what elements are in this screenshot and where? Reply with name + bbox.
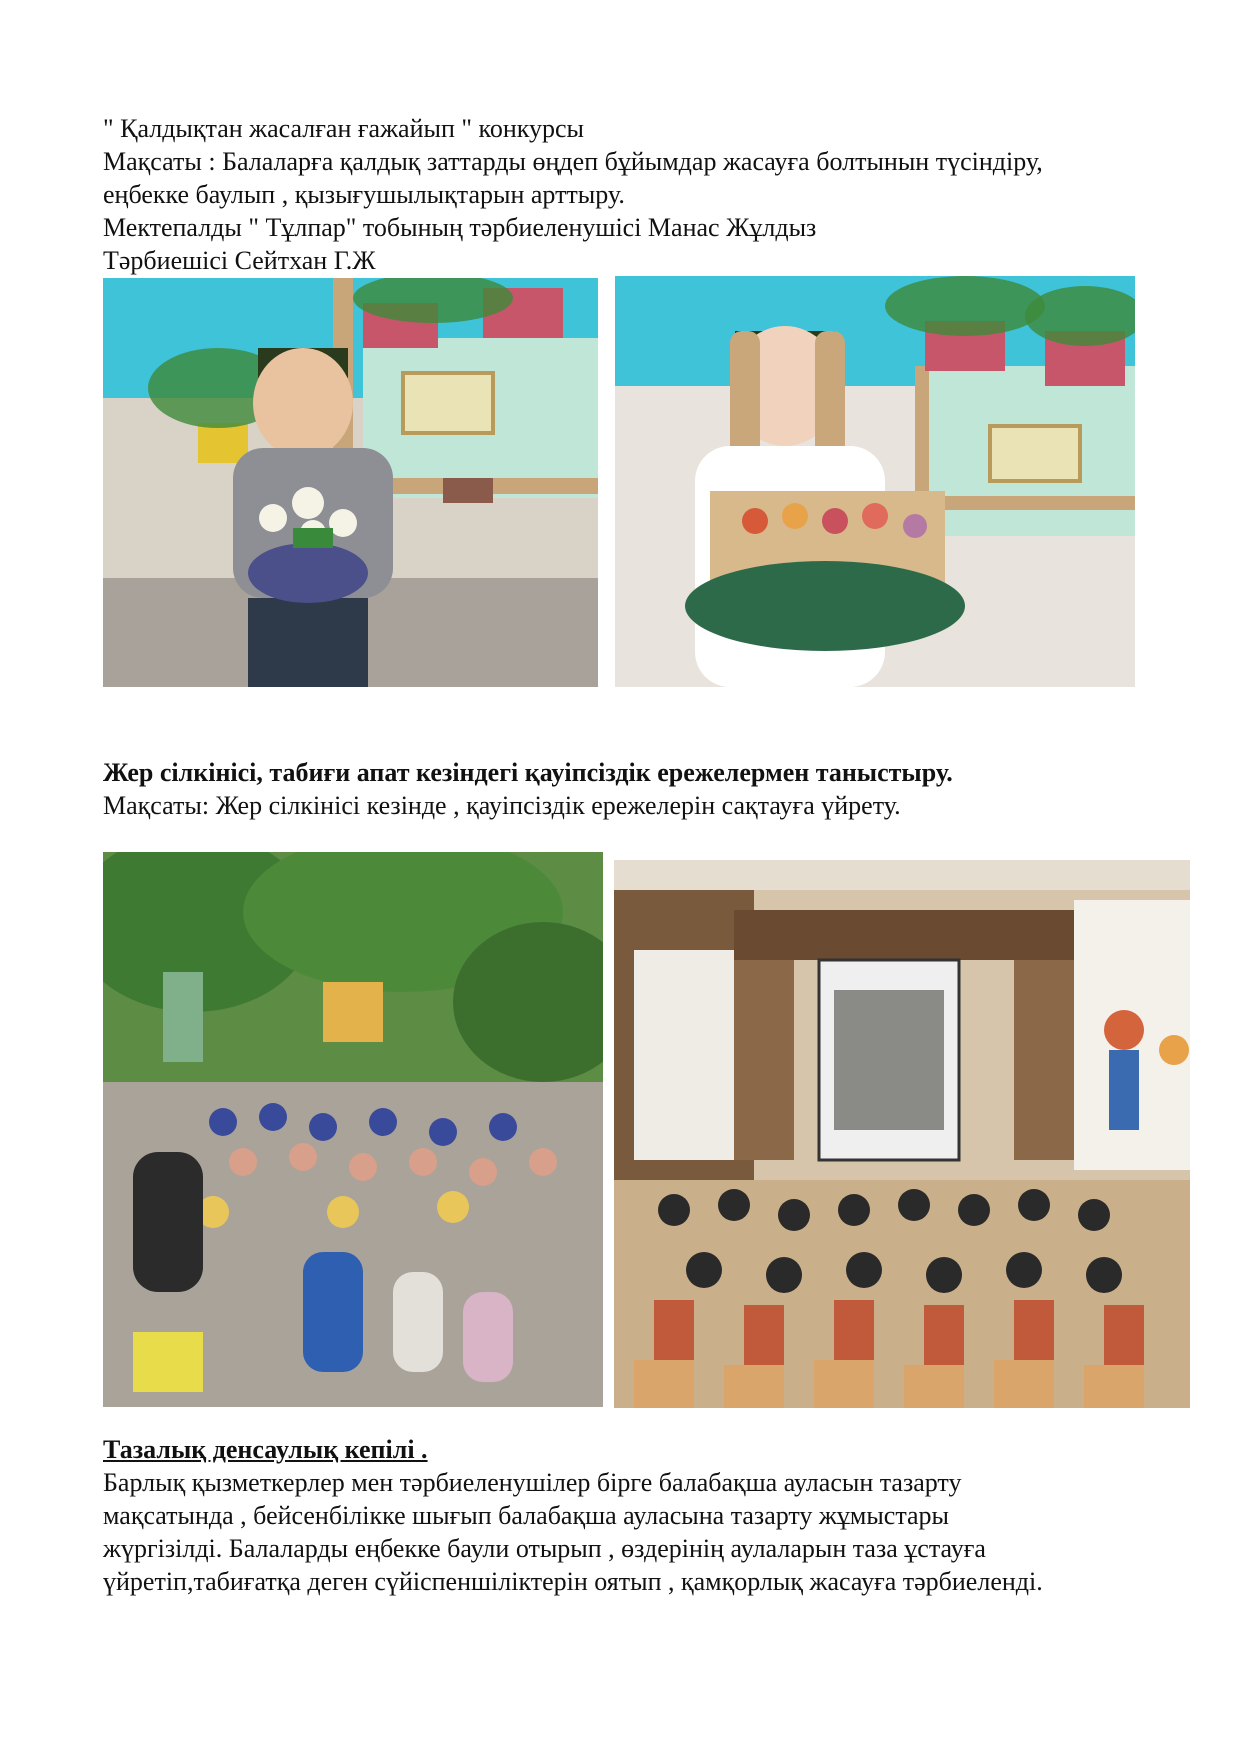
contest-title: " Қалдықтан жасалған ғажайып " конкурсы	[103, 114, 584, 143]
children-outdoor-drill-photo	[103, 852, 603, 1407]
cleanliness-body-line3: жүргізілді. Балаларды еңбекке баули отырып , өздерінің аулаларын таза ұстауға	[103, 1534, 986, 1563]
section3-text	[103, 1433, 1043, 1598]
children-classroom-screen-photo	[614, 860, 1190, 1408]
section1-text	[103, 112, 1043, 277]
contest-goal-line2: еңбекке баулып , қызығушылықтарын арттыру.	[103, 180, 625, 209]
girl-with-flower-basket-photo	[103, 278, 598, 687]
section2-text	[103, 756, 953, 822]
cleanliness-body-line4: үйретіп,табиғатқа деген сүйіспеншіліктерін оятып , қамқорлық жасауға тәрбиеленді.	[103, 1567, 1043, 1596]
cleanliness-body-line2: мақсатында , бейсенбілікке шығып балабақша ауласына тазарту жұмыстары	[103, 1501, 950, 1530]
contest-student: Мектепалды " Тұлпар" тобының тәрбиеленушісі Манас Жұлдыз	[103, 213, 817, 242]
cleanliness-heading: Тазалық денсаулық кепілі .	[103, 1435, 428, 1464]
contest-goal-line1: Мақсаты : Балаларға қалдық заттарды өңдеп бұйымдар жасауға болтынын түсіндіру,	[103, 147, 1043, 176]
girl-with-flower-panel-photo	[615, 276, 1135, 687]
cleanliness-body-line1: Барлық қызметкерлер мен тәрбиеленушілер бірге балабақша ауласын тазарту	[103, 1468, 962, 1497]
safety-goal: Мақсаты: Жер сілкінісі кезінде , қауіпсіздік ережелерін сақтауға үйрету.	[103, 791, 901, 820]
contest-teacher: Тәрбиешісі Сейтхан Г.Ж	[103, 246, 376, 275]
safety-heading: Жер сілкінісі, табиғи апат кезіндегі қауіпсіздік ережелермен таныстыру.	[103, 758, 953, 787]
